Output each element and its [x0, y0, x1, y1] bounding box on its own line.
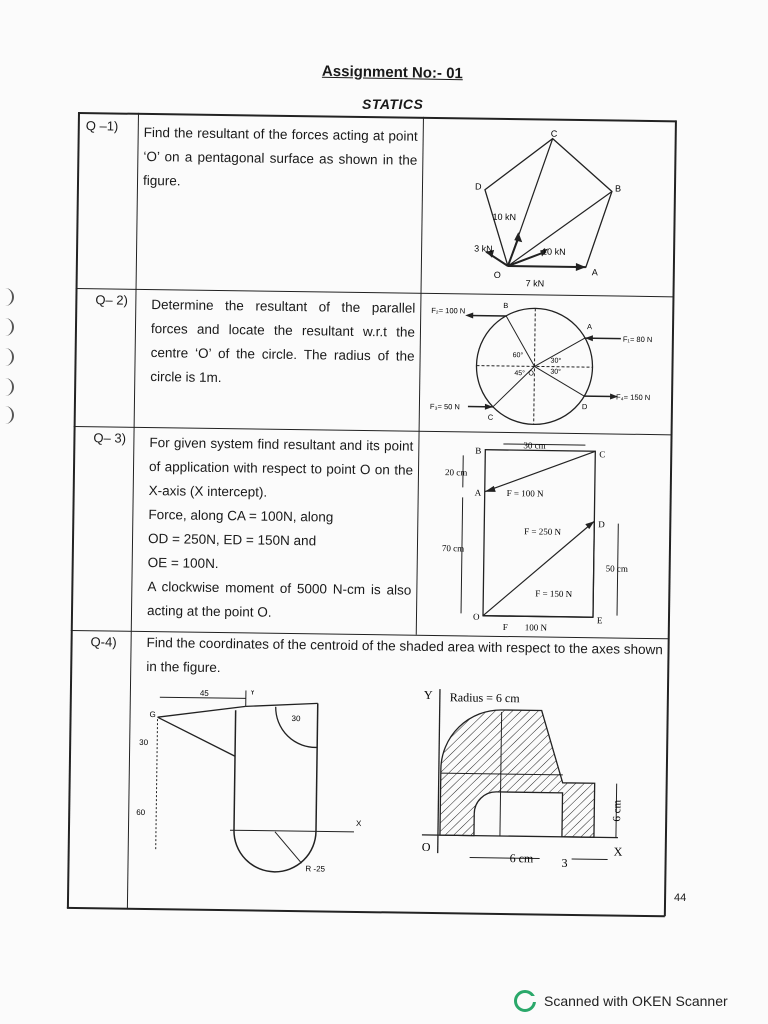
question-number: Q– 3): [93, 430, 127, 446]
question-number: Q –1): [85, 118, 119, 134]
label-angle-30b: 30°: [550, 368, 562, 376]
question-number: Q-4): [90, 634, 117, 650]
label-30: 30: [139, 737, 149, 748]
question-text: Determine the resultant of the parallel forces and locate the resultant w.r.t the centre ‘O’ of the circle. The radius of the circle is 1m.: [150, 297, 416, 386]
label-r25: R -25: [305, 864, 326, 874]
label-y: Y: [249, 688, 256, 697]
centroid-figure-left: [133, 689, 386, 907]
label-30-arc: 30: [291, 714, 301, 724]
label-angle-60: 60°: [512, 352, 524, 360]
label-f-150n: F = 150 N: [535, 588, 573, 599]
label-b: B: [503, 300, 509, 311]
label-a: A: [586, 322, 593, 332]
label-c: C: [550, 128, 558, 139]
label-6cm-vertical: 6 cm: [611, 799, 624, 822]
label-6cm-horizontal: 6 cm: [509, 851, 534, 866]
label-o: O: [493, 269, 501, 280]
label-d: D: [581, 402, 588, 412]
label-d: D: [474, 181, 482, 192]
label-force-10kn-a: 10 kN: [492, 211, 517, 223]
question-detail: Force, along CA = 100N, along: [148, 507, 334, 525]
question-text: For given system find resultant and its point of application with respect to point O on the X-axis (X intercept).: [148, 435, 414, 500]
label-g: G: [149, 710, 156, 720]
label-o: O: [421, 839, 431, 854]
circle-forces-figure: [424, 295, 671, 437]
page-number: 44: [674, 892, 687, 904]
label-b: B: [614, 183, 622, 194]
label-force-3kn: 3 kN: [474, 243, 493, 254]
binding-mark: [4, 406, 14, 424]
question-detail: OE = 100N.: [147, 555, 219, 572]
label-70cm: 70 cm: [441, 543, 465, 554]
binding-mark: [4, 288, 14, 306]
label-f2: F₂= 100 N: [431, 305, 466, 316]
label-100n: 100 N: [524, 622, 548, 633]
label-f: F: [502, 621, 508, 633]
label-angle-30a: 30°: [550, 357, 562, 365]
scanner-label: Scanned with OKEN Scanner: [544, 993, 728, 1009]
label-a: A: [474, 487, 482, 498]
label-x: X: [613, 844, 623, 859]
label-x: X: [356, 818, 362, 829]
binding-mark: [4, 378, 14, 396]
label-f-250n: F = 250 N: [524, 526, 562, 537]
page-title: Assignment No:- 01: [321, 62, 463, 83]
label-b: B: [475, 445, 482, 456]
question-detail: A clockwise moment of 5000 N-cm is also acting at the point O.: [146, 579, 412, 620]
label-radius: Radius = 6 cm: [449, 690, 520, 706]
rectangle-forces-figure: [421, 435, 669, 641]
label-60: 60: [136, 807, 146, 818]
label-y: Y: [423, 687, 433, 703]
pentagon-figure: [446, 127, 648, 295]
label-d: D: [598, 519, 605, 530]
label-3: 3: [561, 855, 568, 870]
page-subtitle: STATICS: [362, 96, 424, 112]
label-20cm: 20 cm: [444, 467, 468, 478]
question-number: Q– 2): [95, 292, 128, 308]
label-angle-45: 45°: [514, 370, 526, 378]
label-o: O: [472, 611, 480, 622]
label-f-100n-a: F = 100 N: [506, 488, 544, 499]
label-50cm: 50 cm: [605, 563, 628, 574]
label-force-10kn-b: 10 kN: [542, 246, 566, 257]
label-c: C: [487, 412, 494, 422]
scanner-logo-icon: [514, 990, 536, 1012]
question-text: Find the coordinates of the centroid of the shaded area with respect to the axes shown in the figure.: [146, 635, 663, 676]
binding-mark: [4, 318, 14, 336]
label-f3: F₃= 50 N: [429, 401, 460, 412]
label-30cm: 30 cm: [523, 440, 546, 451]
label-o: O: [528, 370, 534, 378]
label-force-7kn: 7 kN: [525, 278, 545, 289]
centroid-figure-right: [407, 685, 650, 903]
scanner-watermark: [514, 990, 728, 1012]
label-45: 45: [199, 688, 209, 698]
question-detail: OD = 250N, ED = 150N and: [147, 531, 317, 549]
label-a: A: [591, 267, 598, 278]
label-f4: F₄= 150 N: [616, 392, 651, 403]
label-f1: F₁= 80 N: [622, 334, 653, 345]
binding-mark: [4, 348, 14, 366]
label-c: C: [599, 449, 606, 460]
question-text: Find the resultant of the forces acting at point ‘O’ on a pentagonal surface as shown in the figure.: [142, 124, 418, 189]
label-e: E: [596, 615, 603, 626]
assignment-table: [67, 112, 676, 916]
